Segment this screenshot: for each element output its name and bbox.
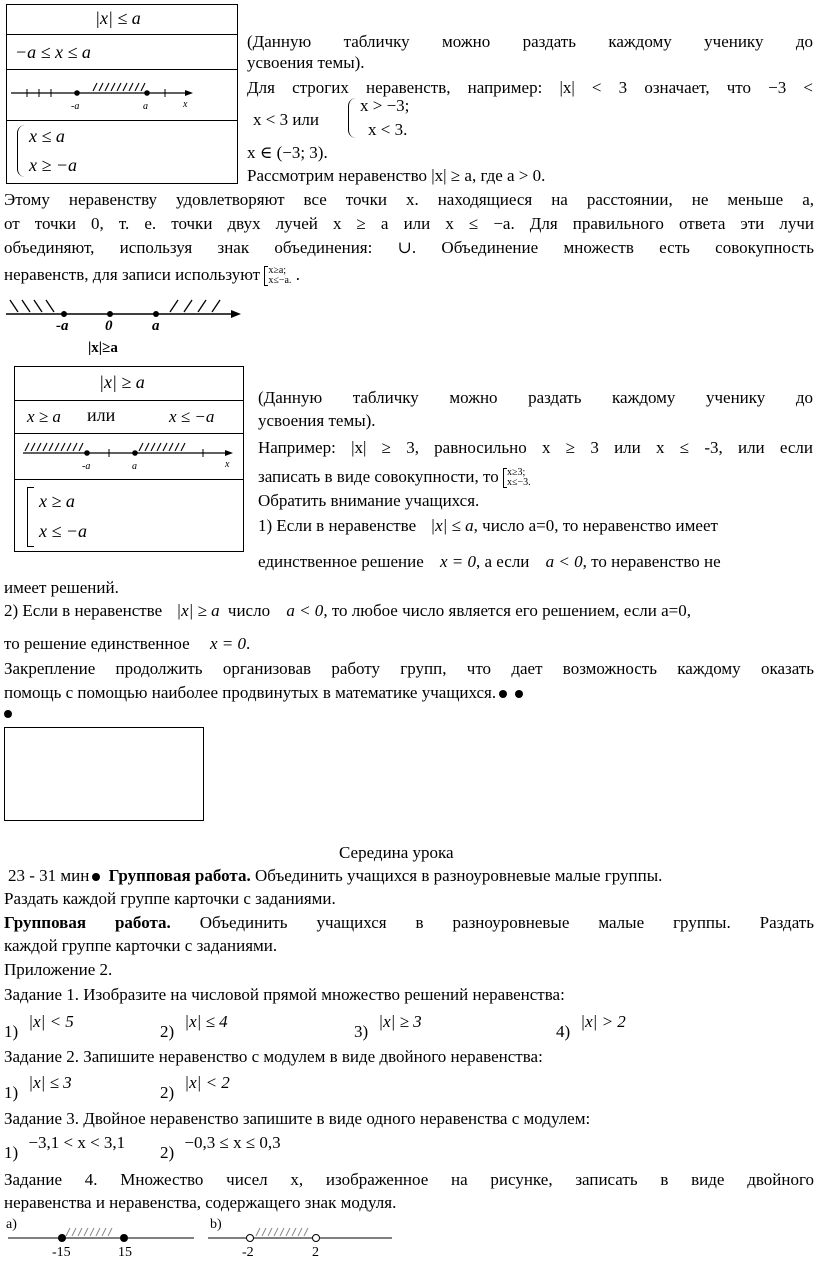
task1-item4-num: 4) (556, 1022, 571, 1041)
table2-var-label: x (225, 459, 230, 470)
task2-item2 (160, 1073, 230, 1102)
middle-title: Середина урока (339, 843, 454, 862)
middle-bold1: Групповая работа. (108, 866, 251, 885)
para1-system-line2: x < 3. (368, 120, 408, 139)
task3-item2-num: 2) (160, 1143, 175, 1162)
task1-item3-num: 3) (354, 1022, 369, 1041)
task1-item4 (556, 1012, 626, 1041)
table1-system-line1: x ≤ a (29, 126, 65, 146)
para1-line1: (Данную табличку можно раздать каждому ученику до (247, 32, 813, 51)
para2-line3: объединяют, используя знак объединения: ∪. Объединение множеств есть совокупность (4, 238, 814, 257)
task1-item1-num: 1) (4, 1022, 19, 1041)
para1-line2: усвоения темы). (247, 53, 365, 72)
task1-item4-expr: |x| > 2 (580, 1012, 626, 1031)
task3-item2 (160, 1133, 281, 1162)
para3-line5: Обратить внимание учащихся. (258, 491, 480, 510)
task4-figure-a (4, 1214, 204, 1262)
bullet-icon (92, 873, 100, 881)
fig-a-right-value: 15 (118, 1245, 132, 1260)
bullet-icon (515, 690, 523, 698)
para3-line6-b: , число a=0, то неравенство имеет (473, 516, 718, 535)
para3-line6 (258, 516, 718, 536)
task1-item2-num: 2) (160, 1022, 175, 1041)
para1-line5: x ∈ (−3; 3). (247, 143, 328, 162)
table2-pos-label: a (132, 461, 137, 472)
para3-line10 (4, 634, 250, 654)
fig-b-label: b) (210, 1217, 222, 1232)
abs-ge-table (14, 366, 244, 552)
para3-line12-text: помощь с помощью наиболее продвинутых в математике учащихся. (4, 683, 497, 702)
task4-line1: Задание 4. Множество чисел x, изображенное на рисунке, записать в виде двойного (4, 1170, 814, 1189)
task2-item1-num: 1) (4, 1083, 19, 1102)
para3-line11: Закрепление продолжить организовав работу групп, что дает возможность каждому оказать (4, 659, 814, 678)
para1-line4-text: x < 3 или (253, 110, 320, 129)
task4-line2: неравенства и неравенства, содержащего знак модуля. (4, 1193, 397, 1212)
para3-set-line1: x≥3; (507, 467, 526, 479)
para3-line10-b: . (245, 634, 251, 653)
table2-number-line (15, 435, 243, 479)
fig-a-label: a) (6, 1217, 17, 1232)
rays-figure (4, 292, 244, 362)
task2-text: Задание 2. Запишите неравенство с модулем в виде двойного неравенства: (4, 1047, 543, 1066)
para3-set-bracket (503, 468, 531, 488)
para3-line7-formula2: a < 0 (545, 552, 583, 571)
para3-line1: (Данную табличку можно раздать каждому ученику до (258, 388, 813, 407)
fig-a-left-value: -15 (52, 1245, 71, 1260)
middle-line3 (4, 913, 814, 933)
para2-line4-end: . (295, 265, 300, 284)
table2-set-line1: x ≥ a (39, 491, 75, 511)
para1-line6: Рассмотрим неравенство |x| ≥ a, где a > 0. (247, 166, 546, 185)
para3-line6-a: 1) Если в неравенстве (258, 516, 417, 535)
para3-line9-a: 2) Если в неравенстве (4, 601, 163, 620)
para3-line2: усвоения темы). (258, 411, 376, 430)
middle-line2: Раздать каждой группе карточки с заданиями. (4, 889, 336, 908)
para2-set-line1: x≥a; (268, 265, 287, 277)
table1-neg-label: -a (71, 101, 80, 112)
task3-item1 (4, 1133, 126, 1162)
middle-line4: каждой группе карточки с заданиями. (4, 936, 278, 955)
appendix-label: Приложение 2. (4, 960, 113, 979)
task1-item3-expr: |x| ≥ 3 (378, 1012, 422, 1031)
para3-line10-formula: x = 0 (209, 634, 246, 653)
table1-header: |x| ≤ a (95, 8, 141, 28)
para3-line10-a: то решение единственное (4, 634, 190, 653)
table1-double-ineq: −a ≤ x ≤ a (15, 42, 91, 62)
fig-b-right-value: 2 (312, 1245, 319, 1260)
task4-figure-b (206, 1214, 406, 1262)
task1-item1 (4, 1012, 74, 1041)
para3-line7-c: , то неравенство не (582, 552, 721, 571)
table2-header: |x| ≥ a (99, 372, 145, 392)
para3-line7 (258, 552, 721, 572)
para2-line4 (4, 265, 300, 286)
para3-line4-text: записать в виде совокупности, то (258, 467, 499, 486)
para2-line4-text: неравенств, для записи используют (4, 265, 261, 284)
middle-line1 (8, 866, 662, 886)
empty-frame (4, 727, 204, 821)
para1-line4 (253, 110, 319, 130)
table2-neg-label: -a (82, 461, 91, 472)
task1-item1-expr: |x| < 5 (28, 1012, 74, 1031)
task3-item1-expr: −3,1 < x < 3,1 (28, 1133, 126, 1152)
rays-caption: |x|≥a (88, 340, 118, 356)
table1-number-line (7, 71, 237, 119)
rays-zero-label: 0 (105, 318, 113, 334)
table1-pos-label: a (143, 101, 148, 112)
para1-system-line1: x > −3; (360, 96, 410, 115)
bullet-icon (499, 690, 507, 698)
para2-line2: от точки 0, т. е. точки двух лучей x ≥ a или x ≤ −a. Для правильного ответа эти лучи (4, 214, 814, 233)
para2-set-line2: x≤−a. (268, 275, 292, 287)
para1-line3: Для строгих неравенств, например: |x| < 3 означает, что −3 < (247, 78, 813, 97)
table1-system-line2: x ≥ −a (29, 155, 78, 175)
task1-item2-expr: |x| ≤ 4 (184, 1012, 228, 1031)
task3-text: Задание 3. Двойное неравенство запишите в виде одного неравенства с модулем: (4, 1109, 591, 1128)
task2-item2-expr: |x| < 2 (184, 1073, 230, 1092)
task3-item1-num: 1) (4, 1143, 19, 1162)
abs-le-table (6, 4, 238, 184)
para3-line9-formula2: a < 0 (286, 601, 324, 620)
para3-line7-a: единственное решение (258, 552, 424, 571)
table2-row2-right: x ≤ −a (169, 407, 215, 426)
fig-b-left-value: -2 (242, 1245, 254, 1260)
para2-set-bracket (264, 266, 291, 286)
para3-line12 (4, 683, 523, 703)
middle-bold2: Групповая работа. (4, 913, 171, 932)
para3-line9-b: число (227, 601, 271, 620)
para3-line7-b: , а если (476, 552, 530, 571)
para3-line9 (4, 601, 691, 621)
task1-item2 (160, 1012, 228, 1041)
middle-rest2: Объединить учащихся в разноуровневые малые группы. Раздать (199, 913, 814, 932)
task1-item3 (354, 1012, 422, 1041)
task2-item2-num: 2) (160, 1083, 175, 1102)
table1-var-label: x (183, 99, 188, 110)
rays-neg-label: -a (56, 318, 69, 334)
table2-set-line2: x ≤ −a (39, 521, 88, 541)
rays-pos-label: a (152, 318, 160, 334)
para3-line9-formula1: |x| ≥ a (176, 601, 220, 620)
task2-item1-expr: |x| ≤ 3 (28, 1073, 72, 1092)
bullet-icon (4, 710, 12, 718)
task2-item1 (4, 1073, 72, 1102)
middle-rest1: Объединить учащихся в разноуровневые малые группы. (254, 866, 663, 885)
task1-text: Задание 1. Изобразите на числовой прямой множество решений неравенства: (4, 985, 565, 1004)
task3-item2-expr: −0,3 ≤ x ≤ 0,3 (184, 1133, 281, 1152)
para3-line6-formula: |x| ≤ a (430, 516, 474, 535)
table2-row2-or: или (87, 405, 116, 425)
para3-line8: имеет решений. (4, 578, 119, 597)
middle-time: 23 - 31 мин (8, 866, 90, 885)
para3-line4 (258, 467, 531, 488)
para2-line1: Этому неравенству удовлетворяют все точки x. находящиеся на расстоянии, не меньше a, (4, 190, 814, 209)
table2-row2-left: x ≥ a (27, 407, 61, 426)
para3-set-line2: x≤−3. (507, 477, 531, 489)
para3-line3: Например: |x| ≥ 3, равносильно x ≥ 3 или x ≤ -3, или если (258, 438, 813, 457)
para3-line7-formula1: x = 0 (439, 552, 477, 571)
para3-line9-c: , то любое число является его решением, если a=0, (323, 601, 692, 620)
